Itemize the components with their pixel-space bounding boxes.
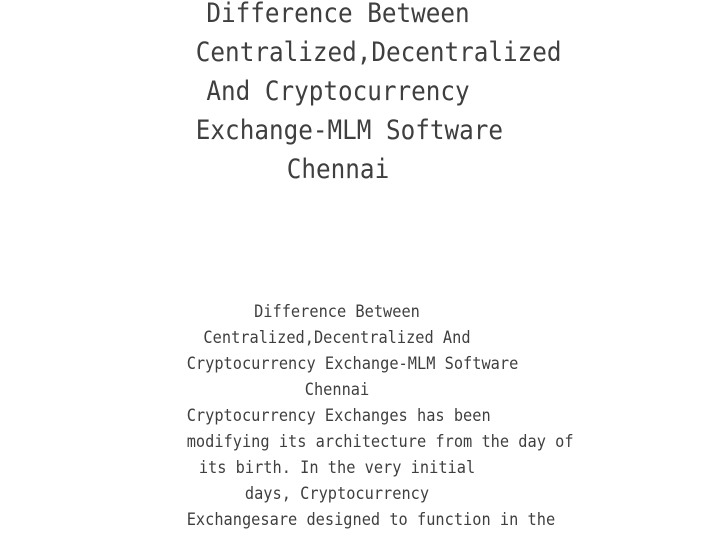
body-line: Exchangesare designed to function in the: [186, 510, 556, 530]
body-line: modifying its architecture from the day of: [186, 432, 574, 452]
title-line: And Cryptocurrency: [206, 76, 470, 107]
document-title: [195, 0, 562, 189]
title-line: Exchange-MLM Software: [195, 115, 504, 146]
body-line: Cryptocurrency Exchanges has been: [186, 406, 491, 426]
body-line: Centralized,Decentralized And: [203, 328, 471, 348]
body-line: Chennai: [304, 380, 370, 400]
body-line: its birth. In the very initial: [198, 458, 476, 478]
document-body-text: [186, 299, 574, 533]
title-line: Chennai: [286, 154, 390, 185]
body-line: days, Cryptocurrency: [244, 484, 430, 504]
body-line: Cryptocurrency Exchange-MLM Software: [186, 354, 519, 374]
title-line: Centralized,Decentralized: [195, 37, 562, 68]
body-line: Difference Between: [254, 302, 420, 322]
title-line: Difference Between: [206, 0, 470, 29]
